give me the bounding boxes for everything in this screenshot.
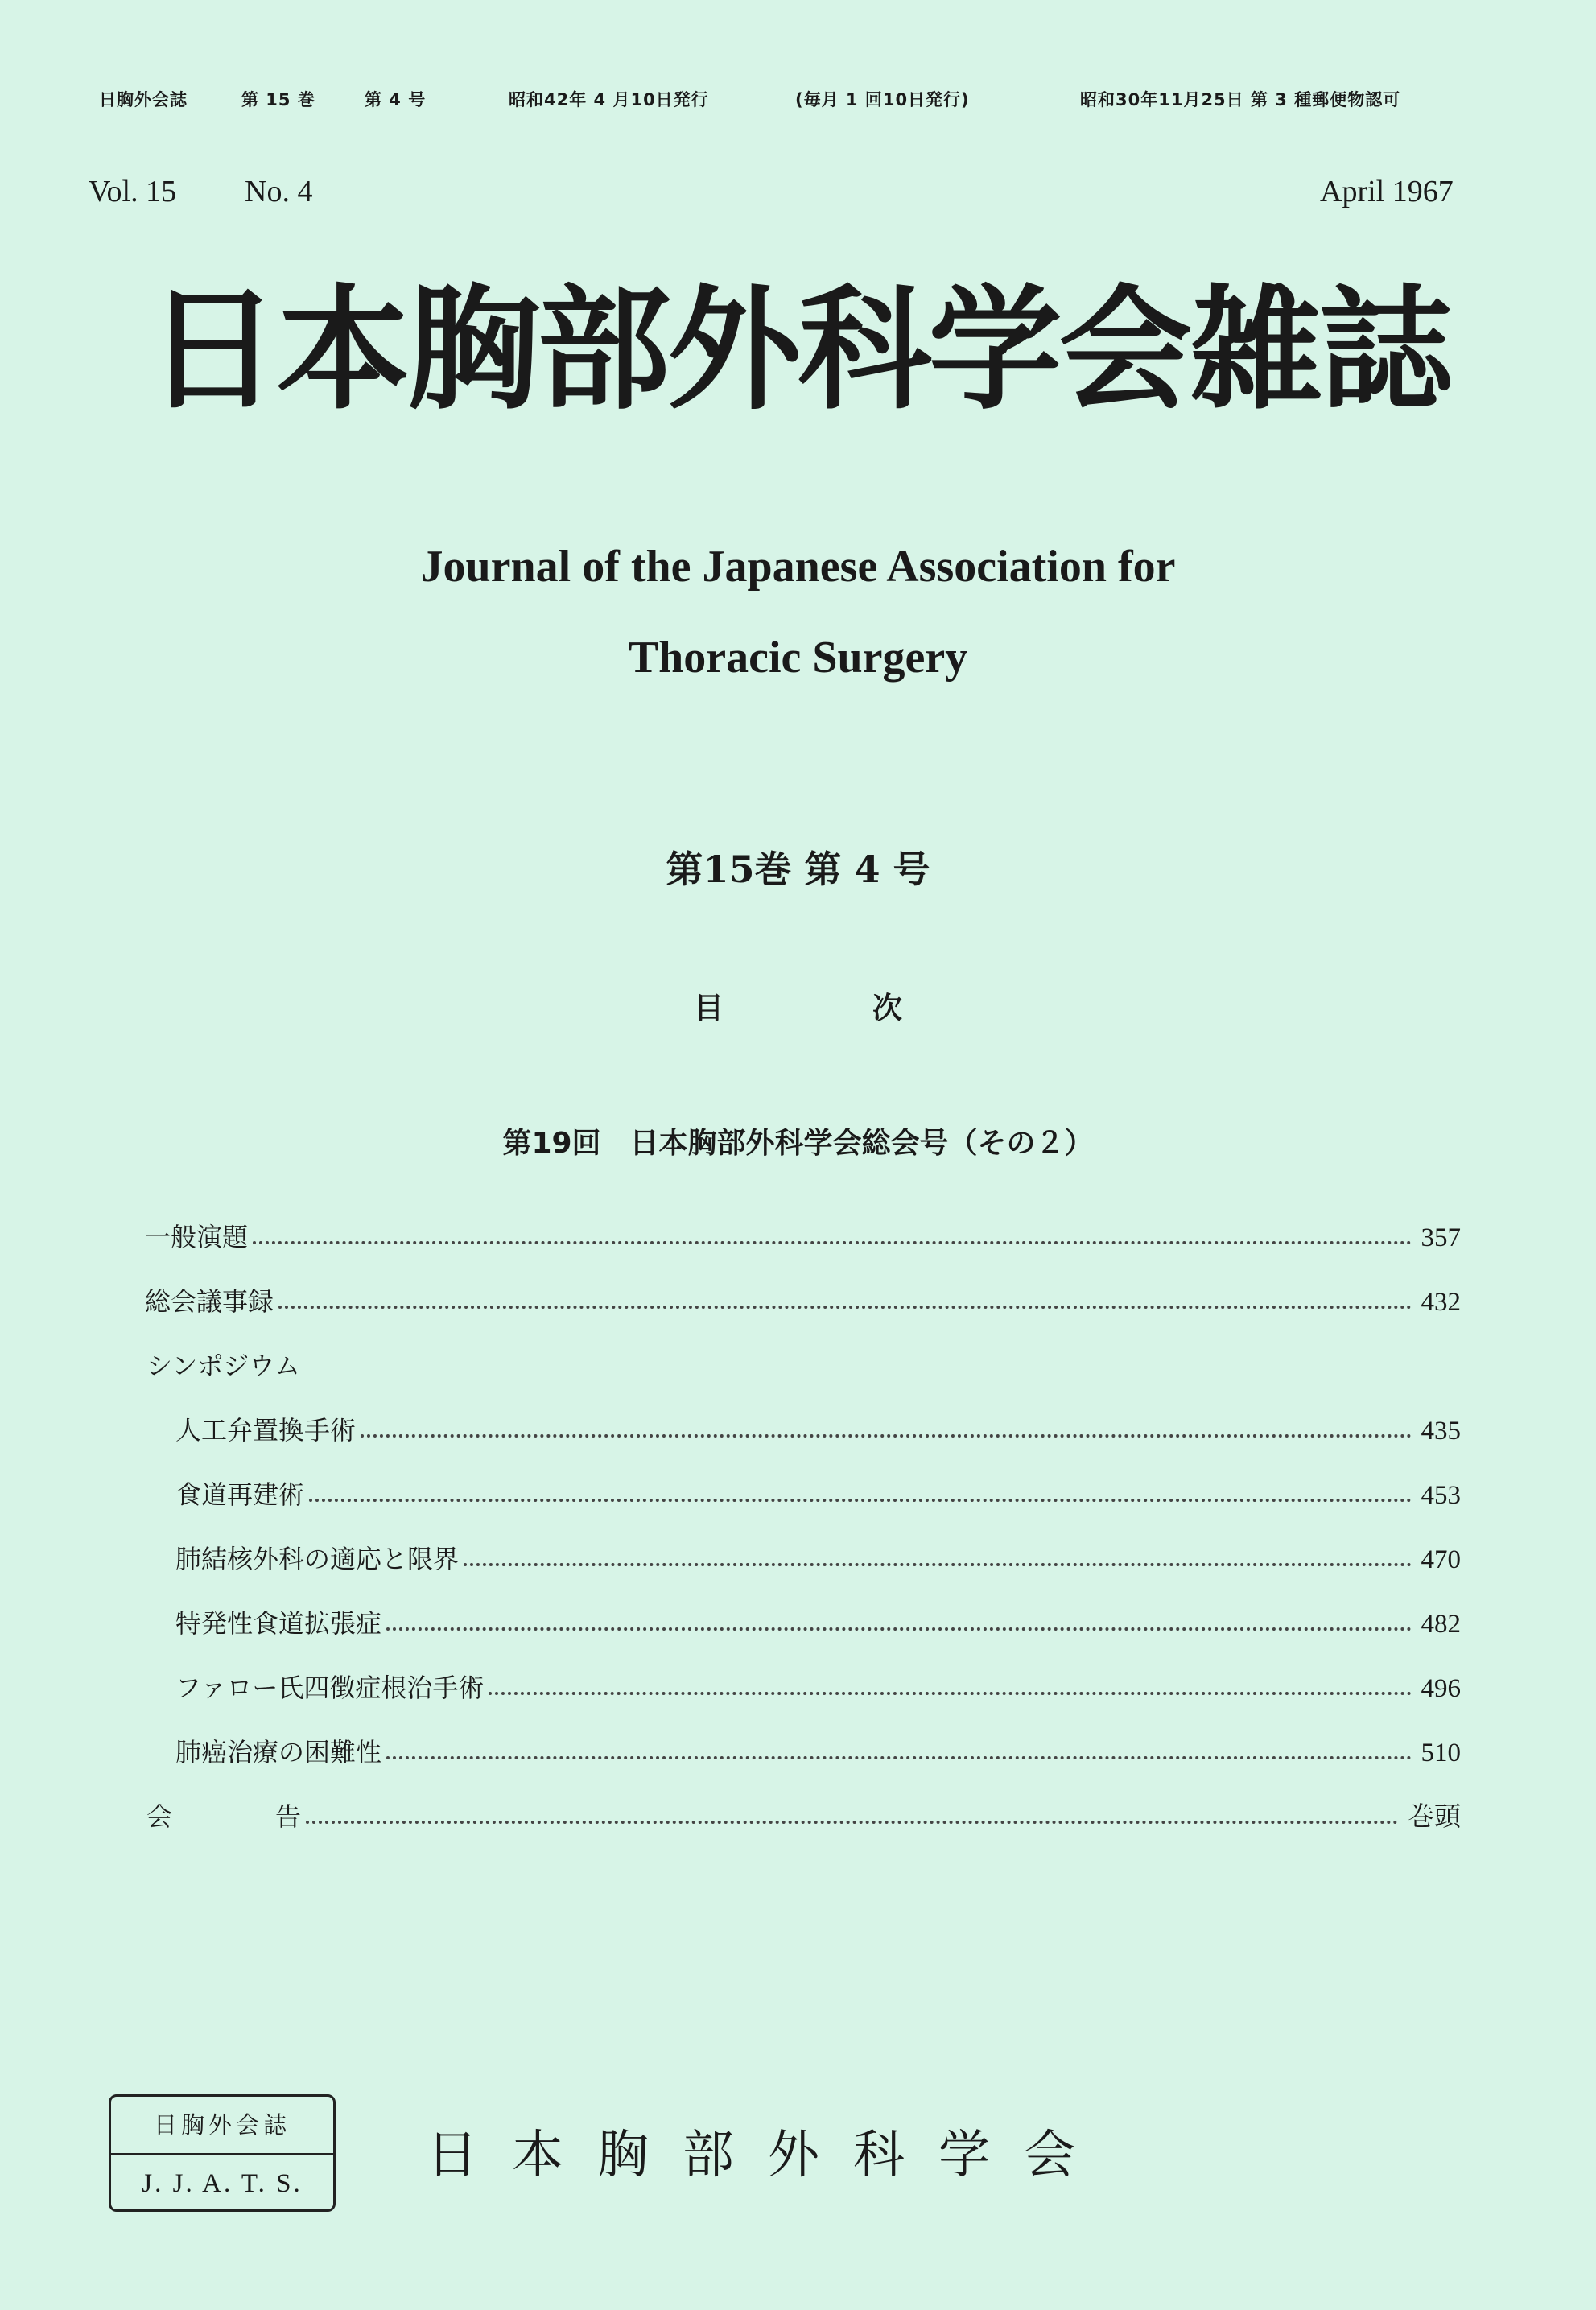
toc-entry-title: 総会議事録: [145, 1286, 274, 1317]
toc-dot-leader: [306, 1821, 1398, 1824]
toc-dot-leader: [278, 1306, 1411, 1309]
toc-entry: [145, 1282, 1461, 1321]
toc-entry-page: 巻頭: [1408, 1803, 1461, 1832]
toc-entry-page: 482: [1421, 1610, 1461, 1639]
journal-abbrev: 日胸外会誌: [99, 90, 188, 109]
toc-entry-title: 会 告: [146, 1801, 302, 1832]
toc-entry: [175, 1669, 1461, 1707]
toc-dot-leader: [489, 1692, 1411, 1695]
publication-frequency: (毎月 1 回10日発行): [795, 90, 970, 109]
contents-heading-right: 次: [872, 991, 902, 1025]
toc-entry-page: 435: [1421, 1417, 1461, 1446]
toc-entry-page: 470: [1421, 1545, 1461, 1574]
toc-entry: [175, 1733, 1461, 1772]
contents-heading-left: 目: [694, 991, 724, 1025]
toc-entry: [146, 1797, 1461, 1836]
publisher-name: 日本胸部外科学会: [427, 2126, 1109, 2185]
date-label: April 1967: [1320, 175, 1454, 208]
journal-title-japanese: 日本胸部外科学会雑誌: [146, 271, 1450, 428]
toc-entry-page: 453: [1421, 1481, 1461, 1510]
toc-entry-page: 432: [1421, 1288, 1461, 1317]
toc-entry-page: 510: [1421, 1739, 1461, 1768]
journal-title-english-line2: Thoracic Surgery: [628, 633, 968, 683]
toc-entry-title: 人工弁置換手術: [175, 1415, 357, 1446]
toc-dot-leader: [253, 1241, 1411, 1244]
toc-dot-leader: [386, 1756, 1411, 1759]
volume-number-jp: 第 15 巻: [241, 90, 315, 109]
toc-entry-title: 食道再建術: [175, 1479, 305, 1510]
toc-entry-title: 肺結核外科の適応と限界: [175, 1544, 460, 1574]
badge-abbrev-japanese: 日胸外会誌: [111, 2097, 333, 2155]
toc-entry: [175, 1475, 1461, 1514]
number-label: No. 4: [245, 175, 313, 208]
toc-entry: [175, 1604, 1461, 1643]
toc-entry-page: 357: [1421, 1223, 1461, 1252]
special-issue-title: 第19回 日本胸部外科学会総会号（その２）: [502, 1127, 1094, 1160]
toc-entry-title: 肺癌治療の困難性: [175, 1737, 382, 1768]
toc-entry-title: ファロー氏四徴症根治手術: [175, 1673, 485, 1703]
issue-date: 昭和42年 4 月10日発行: [509, 90, 709, 109]
toc-entry: [175, 1411, 1461, 1450]
issue-number-jp: 第 4 号: [365, 90, 427, 109]
toc-dot-leader: [464, 1563, 1411, 1566]
toc-dot-leader: [309, 1499, 1411, 1502]
toc-dot-leader: [386, 1627, 1411, 1631]
postal-permit: 昭和30年11月25日 第 3 種郵便物認可: [1080, 90, 1401, 109]
toc-entry: [145, 1218, 1461, 1256]
volume-issue-heading: 第15巻 第 4 号: [666, 848, 930, 891]
toc-dot-leader: [361, 1434, 1411, 1438]
toc-entry-title: 特発性食道拡張症: [175, 1608, 382, 1639]
volume-label: Vol. 15: [89, 175, 177, 208]
journal-badge: [109, 2094, 336, 2212]
journal-title-english-line1: Journal of the Japanese Association for: [420, 542, 1176, 592]
badge-abbrev-english: J. J. A. T. S.: [142, 2169, 303, 2198]
toc-entry: [175, 1540, 1461, 1578]
toc-entry-page: 496: [1421, 1674, 1461, 1703]
toc-entry: [146, 1347, 1461, 1385]
toc-entry-title: シンポジウム: [146, 1351, 300, 1381]
toc-entry-title: 一般演題: [145, 1222, 249, 1252]
